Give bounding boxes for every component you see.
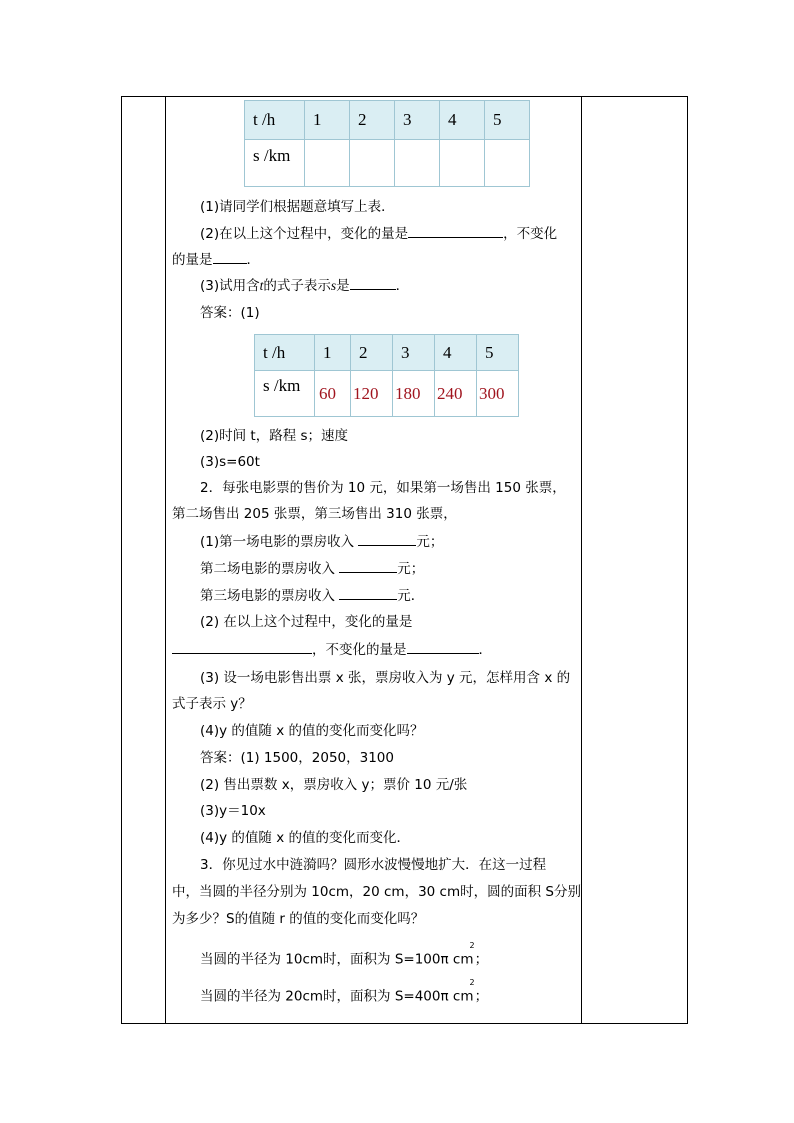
text-fragment: 的量是 [172, 252, 213, 268]
answer-text: 答案：(1) 1500，2050，3100 [200, 750, 394, 766]
answer-text: (4)y 的值随 x 的值的变化而变化． [200, 830, 410, 846]
question-text [172, 639, 577, 660]
answer-blank [339, 585, 397, 600]
table-header-cell: t /h [255, 335, 315, 371]
question-text [200, 223, 605, 244]
text-fragment: 元； [397, 561, 425, 577]
question-text: (2) 在以上这个过程中，变化的量是 [200, 614, 413, 630]
text-fragment: (2)在以上这个过程中，变化的量是 [200, 226, 409, 242]
question-text: 第二场售出 205 张票，第三场售出 310 张票， [172, 506, 457, 522]
text-fragment: ． [478, 642, 492, 658]
answer-blank [172, 639, 312, 654]
table-cell [440, 140, 485, 187]
table-header-cell: 5 [485, 101, 530, 140]
answer-text [200, 978, 605, 1007]
table-cell: 180 [393, 371, 435, 417]
question-text: 3．你见过水中涟漪吗？圆形水波慢慢地扩大．在这一过程 [200, 857, 547, 873]
question-text [200, 531, 605, 552]
table-header-cell: 3 [393, 335, 435, 371]
text-fragment: 元； [416, 534, 444, 550]
table-cell [350, 140, 395, 187]
text-fragment: 第三场电影的票房收入 [200, 588, 335, 604]
table-header-cell: t /h [245, 101, 305, 140]
answer-text [200, 941, 605, 970]
text-fragment: 的式子表示 [263, 278, 331, 294]
text-fragment: ，不变化 [503, 226, 558, 242]
table-row-label: s /km [245, 140, 305, 187]
text-fragment: 当圆的半径为 10cm时，面积为 S=100π cm [200, 951, 474, 968]
text-fragment: 是 [336, 278, 350, 294]
question-text: (3) 设一场电影售出票 x 张，票房收入为 y 元，怎样用含 x 的 [200, 670, 571, 686]
table-cell [395, 140, 440, 187]
question-text: 中，当圆的半径分别为 10cm，20 cm，30 cm时，圆的面积 S分别 [172, 884, 581, 900]
question-text [200, 558, 605, 579]
question-text [200, 275, 605, 296]
question-text [200, 585, 605, 606]
table-header-cell: 5 [477, 335, 519, 371]
table-cell: 60 [315, 371, 351, 417]
text-fragment: ； [474, 951, 489, 968]
answer-text: (2) 售出票数 x，票房收入 y；票价 10 元/张 [200, 777, 468, 793]
question-text: (4)y 的值随 x 的值的变化而变化吗？ [200, 723, 424, 739]
answer-label: 答案：(1) [200, 305, 260, 321]
answer-blank [213, 249, 247, 264]
answer-blank [407, 639, 479, 654]
answer-blank [408, 223, 503, 238]
answer-blank [358, 531, 416, 546]
question-text: 为多少？S的值随 r 的值的变化而变化吗？ [172, 911, 425, 927]
text-fragment: (3)试用含 [200, 278, 260, 294]
question-text: 式子表示 y？ [172, 696, 252, 712]
text-fragment: ． [395, 278, 410, 294]
table-row-label: s /km [255, 371, 315, 417]
variable-t: t [259, 278, 264, 293]
table-cell [485, 140, 530, 187]
question-text: 2．每张电影票的售价为 10 元，如果第一场售出 150 张票， [200, 480, 566, 496]
answer-blank [350, 275, 396, 290]
table-header-cell: 3 [395, 101, 440, 140]
text-fragment: (1)第一场电影的票房收入 [200, 534, 355, 550]
variable-s: s [330, 278, 337, 293]
answer-blank [339, 558, 397, 573]
text-fragment: 当圆的半径为 20cm时，面积为 S=400π cm [200, 988, 474, 1005]
table-header-cell: 1 [305, 101, 350, 140]
text-fragment: 第二场电影的票房收入 [200, 561, 335, 577]
table-cell [305, 140, 350, 187]
table-header-cell: 4 [440, 101, 485, 140]
table-header-cell: 4 [435, 335, 477, 371]
superscript-2: 2 [469, 978, 475, 987]
question-text: (1)请同学们根据题意填写上表． [200, 199, 395, 215]
answer-text: (3)y＝10x [200, 803, 266, 819]
lesson-content [166, 96, 580, 1024]
table-header-cell: 2 [350, 101, 395, 140]
text-fragment: ． [246, 252, 260, 268]
table-cell: 240 [435, 371, 477, 417]
question-text [172, 249, 577, 270]
answer-text: (3)s=60t [200, 454, 260, 470]
text-fragment: 元． [397, 588, 425, 604]
answer-text: (2)时间 t，路程 s；速度 [200, 428, 349, 444]
text-fragment: ； [474, 988, 489, 1005]
table-header-cell: 1 [315, 335, 351, 371]
table-header-cell: 2 [351, 335, 393, 371]
text-fragment: ，不变化的量是 [312, 642, 407, 658]
distance-time-table-blank [244, 100, 530, 187]
table-cell: 120 [351, 371, 393, 417]
superscript-2: 2 [469, 941, 475, 950]
table-cell: 300 [477, 371, 519, 417]
distance-time-table-filled [254, 334, 519, 417]
